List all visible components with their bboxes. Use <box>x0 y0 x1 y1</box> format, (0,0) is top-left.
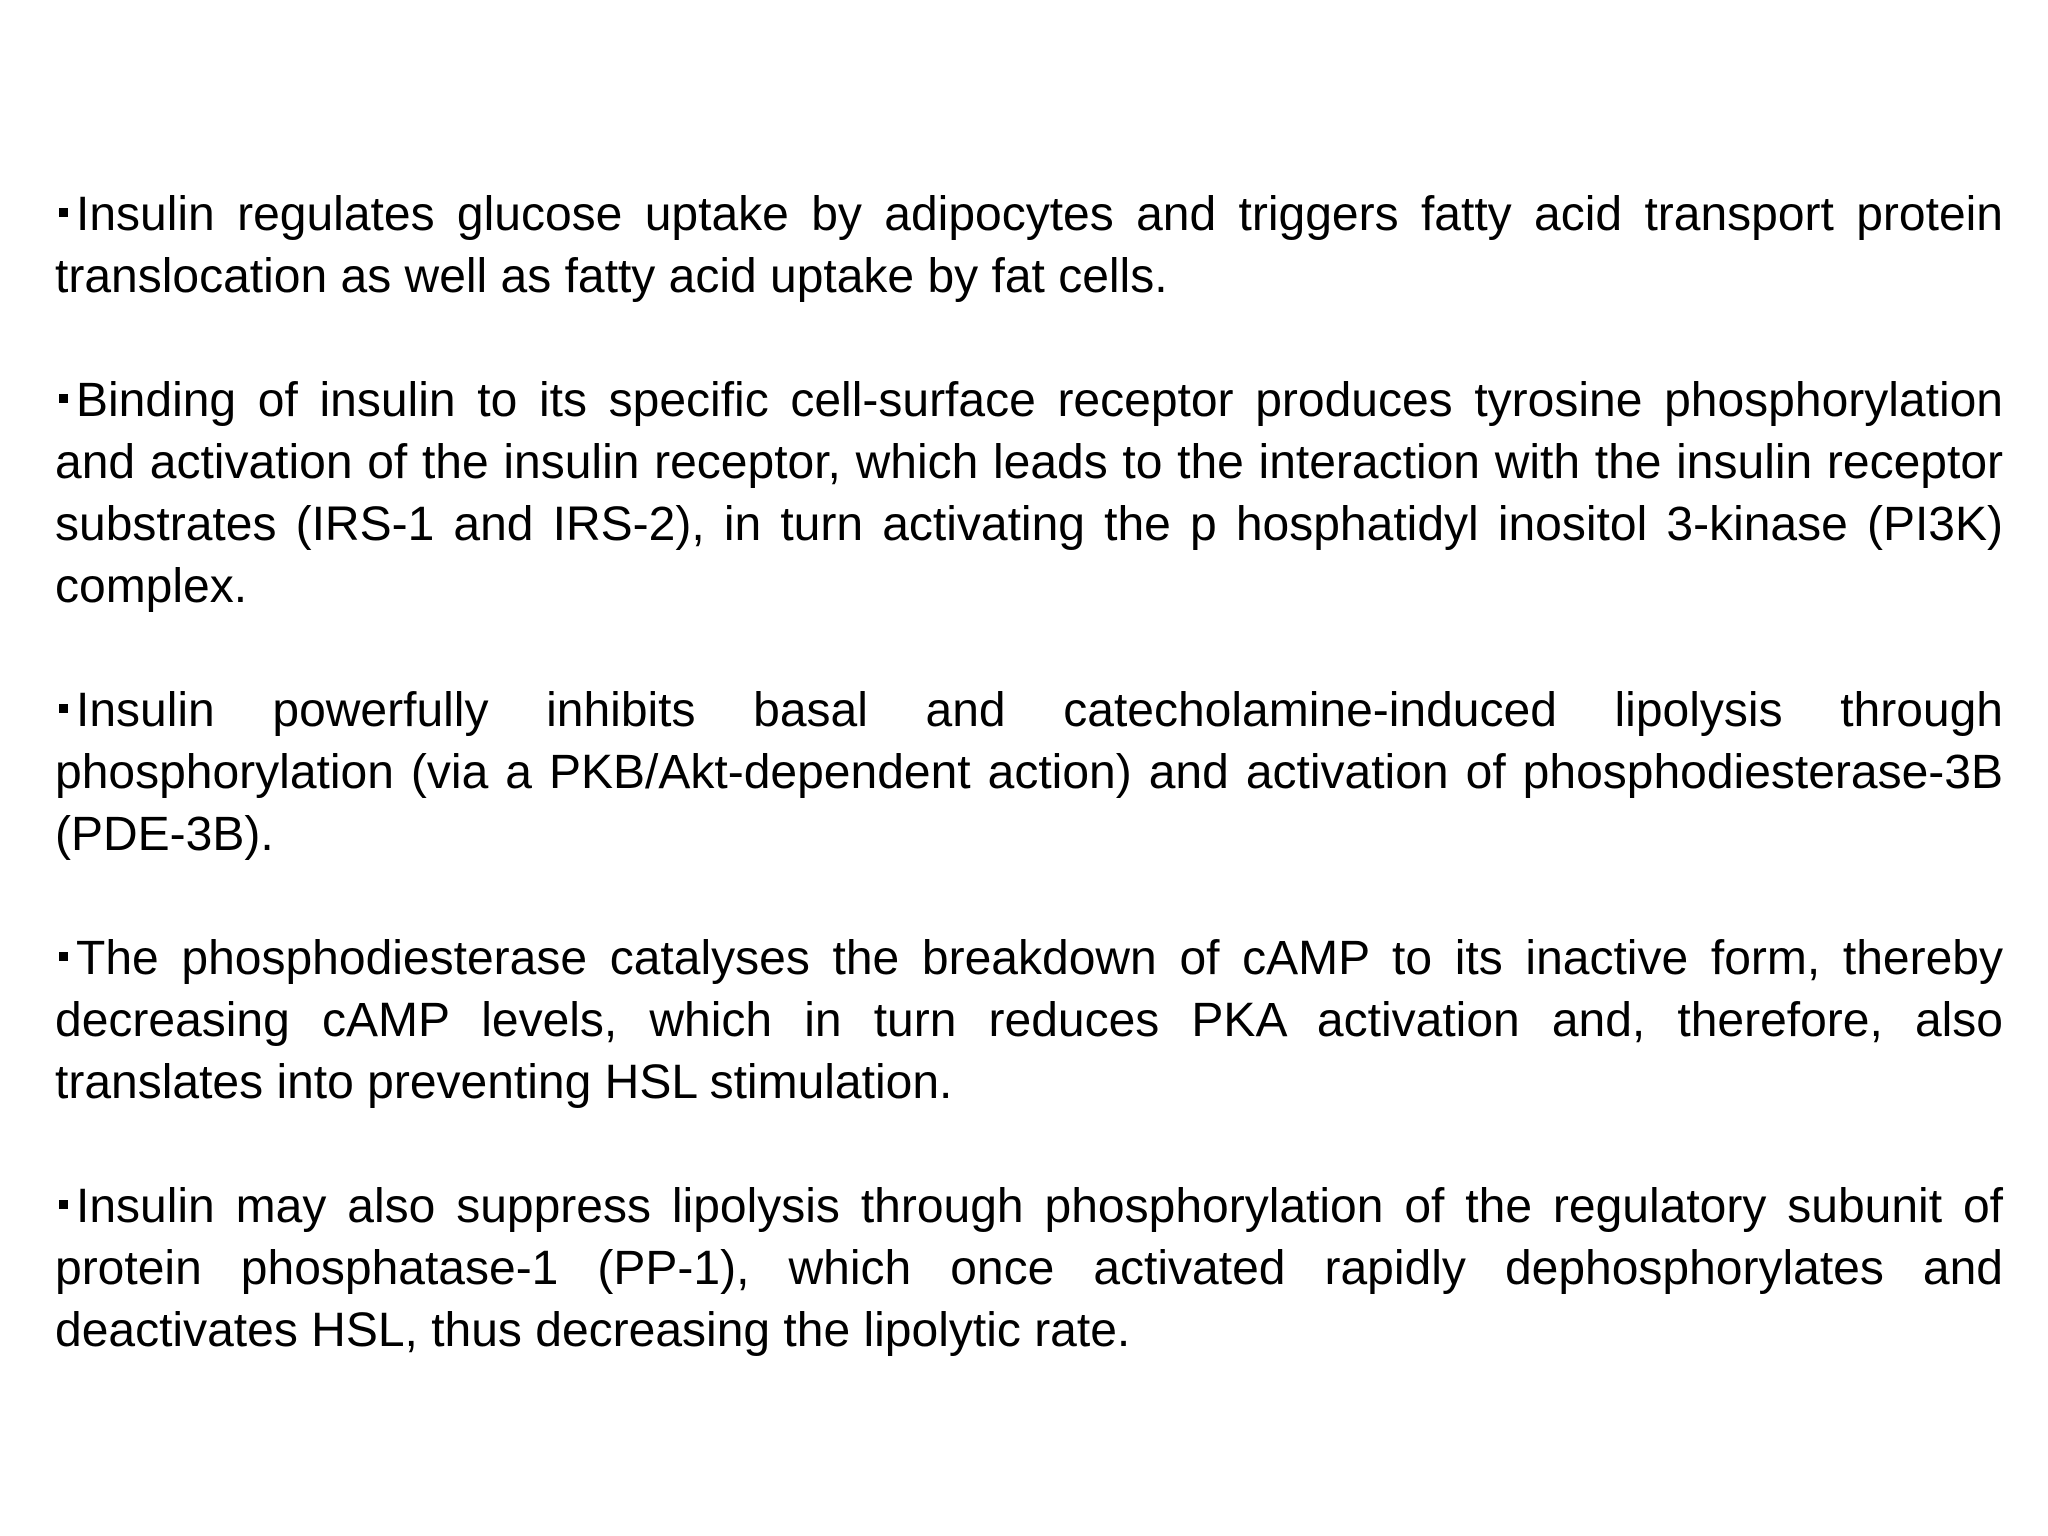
square-bullet-icon <box>59 704 68 713</box>
bullet-paragraph-5 <box>55 1176 2003 1362</box>
bullet-text-1: Insulin regulates glucose uptake by adipocytes and triggers fatty acid transport protein translocation as well as fatty acid uptake by fat cells. <box>55 188 2003 303</box>
bullet-paragraph-2 <box>55 370 2003 618</box>
bullet-text-3: Insulin powerfully inhibits basal and catecholamine-induced lipolysis through phosphorylation (via a PKB/Akt-dependent action) and activation of phosphodiesterase-3B (PDE-3B). <box>55 684 2003 861</box>
square-bullet-icon <box>59 952 68 961</box>
bullet-text-4: The phosphodiesterase catalyses the breakdown of cAMP to its inactive form, thereby decreasing cAMP levels, which in turn reduces PKA activation and, therefore, also translates into preventing HSL stimulation. <box>55 932 2003 1109</box>
square-bullet-icon <box>59 1200 68 1209</box>
square-bullet-icon <box>59 394 68 403</box>
bullet-paragraph-1 <box>55 184 2003 308</box>
square-bullet-icon <box>59 208 68 217</box>
bullet-paragraph-4 <box>55 928 2003 1114</box>
bullet-paragraph-3 <box>55 680 2003 866</box>
bullet-text-5: Insulin may also suppress lipolysis through phosphorylation of the regulatory subunit of protein phosphatase-1 (PP-1), which once activated rapidly dephosphorylates and deactivates HSL, thus decreasing the lipolytic rate. <box>55 1180 2003 1357</box>
bullet-text-2: Binding of insulin to its specific cell-surface receptor produces tyrosine phosphorylation and activation of the insulin receptor, which leads to the interaction with the insulin receptor substrates (IRS-1 and IRS-2), in turn activating the p hosphatidyl inositol 3-kinase (PI3K) complex. <box>55 374 2003 613</box>
slide-body <box>55 184 2003 1362</box>
